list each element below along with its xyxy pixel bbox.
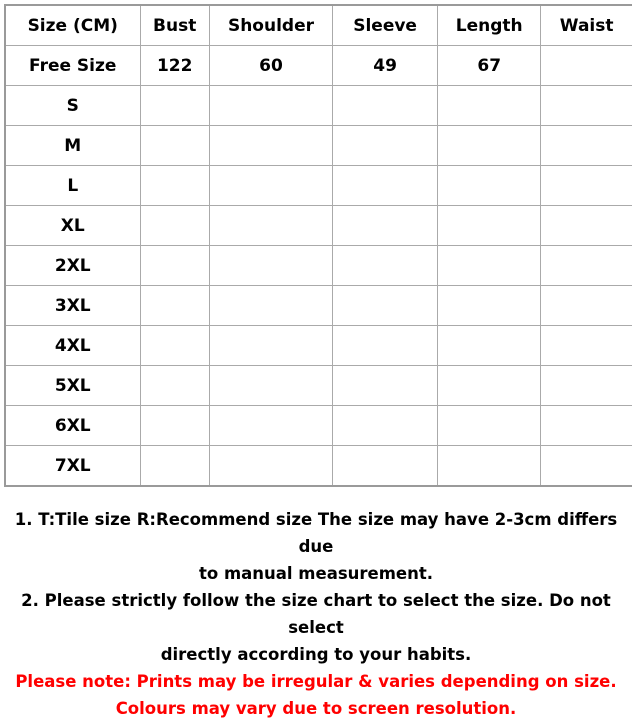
cell-waist — [541, 126, 632, 166]
size-chart-body — [5, 5, 632, 486]
cell-shoulder — [209, 446, 332, 487]
cell-sleeve — [333, 446, 438, 487]
cell-bust — [140, 166, 209, 206]
cell-waist — [541, 166, 632, 206]
cell-shoulder — [209, 366, 332, 406]
cell-length — [438, 286, 541, 326]
cell-bust — [140, 86, 209, 126]
table-row — [5, 126, 632, 166]
cell-shoulder — [209, 206, 332, 246]
cell-size: M — [5, 126, 140, 166]
note-2-line-2: directly according to your habits. — [160, 645, 472, 664]
cell-sleeve — [333, 246, 438, 286]
cell-length — [438, 166, 541, 206]
cell-waist — [541, 326, 632, 366]
table-row — [5, 406, 632, 446]
cell-length — [438, 446, 541, 487]
cell-bust — [140, 406, 209, 446]
cell-shoulder: 60 — [209, 46, 332, 86]
cell-waist — [541, 366, 632, 406]
table-row — [5, 446, 632, 487]
cell-size: S — [5, 86, 140, 126]
cell-waist — [541, 46, 632, 86]
table-row — [5, 366, 632, 406]
size-notes — [0, 506, 632, 722]
cell-shoulder — [209, 406, 332, 446]
cell-sleeve — [333, 286, 438, 326]
table-row — [5, 46, 632, 86]
warning-line-1: Please note: Prints may be irregular & varies depending on size. — [15, 672, 617, 691]
cell-length — [438, 366, 541, 406]
cell-sleeve — [333, 206, 438, 246]
size-chart-table — [4, 4, 632, 487]
cell-bust — [140, 126, 209, 166]
warning-line-2: Colours may vary due to screen resolution. — [115, 699, 517, 718]
cell-length: 67 — [438, 46, 541, 86]
cell-bust: 122 — [140, 46, 209, 86]
header-waist: Waist — [541, 5, 632, 46]
cell-shoulder — [209, 326, 332, 366]
cell-bust — [140, 366, 209, 406]
cell-sleeve — [333, 166, 438, 206]
cell-waist — [541, 86, 632, 126]
cell-sleeve: 49 — [333, 46, 438, 86]
cell-size: XL — [5, 206, 140, 246]
cell-length — [438, 86, 541, 126]
cell-size: 3XL — [5, 286, 140, 326]
cell-sleeve — [333, 86, 438, 126]
cell-length — [438, 326, 541, 366]
table-row — [5, 206, 632, 246]
cell-shoulder — [209, 166, 332, 206]
note-1-line-1: 1. T:Tile size R:Recommend size The size may have 2-3cm differs due — [14, 510, 618, 556]
cell-waist — [541, 446, 632, 487]
cell-size: 7XL — [5, 446, 140, 487]
cell-waist — [541, 406, 632, 446]
cell-length — [438, 206, 541, 246]
cell-sleeve — [333, 406, 438, 446]
cell-length — [438, 126, 541, 166]
cell-bust — [140, 326, 209, 366]
cell-sleeve — [333, 366, 438, 406]
table-header-row — [5, 5, 632, 46]
header-shoulder: Shoulder — [209, 5, 332, 46]
cell-shoulder — [209, 286, 332, 326]
cell-bust — [140, 286, 209, 326]
table-row — [5, 166, 632, 206]
note-1-line-2: to manual measurement. — [198, 564, 434, 583]
header-size: Size (CM) — [5, 5, 140, 46]
cell-size: 2XL — [5, 246, 140, 286]
cell-shoulder — [209, 246, 332, 286]
table-row — [5, 286, 632, 326]
cell-bust — [140, 246, 209, 286]
header-sleeve: Sleeve — [333, 5, 438, 46]
header-bust: Bust — [140, 5, 209, 46]
cell-size: Free Size — [5, 46, 140, 86]
cell-waist — [541, 246, 632, 286]
cell-size: 6XL — [5, 406, 140, 446]
cell-size: 4XL — [5, 326, 140, 366]
note-2-line-1: 2. Please strictly follow the size chart to select the size. Do not select — [21, 591, 611, 637]
table-row — [5, 246, 632, 286]
cell-bust — [140, 206, 209, 246]
table-row — [5, 326, 632, 366]
table-row — [5, 86, 632, 126]
cell-length — [438, 406, 541, 446]
cell-waist — [541, 206, 632, 246]
cell-sleeve — [333, 126, 438, 166]
cell-size: 5XL — [5, 366, 140, 406]
cell-waist — [541, 286, 632, 326]
cell-shoulder — [209, 126, 332, 166]
cell-shoulder — [209, 86, 332, 126]
header-length: Length — [438, 5, 541, 46]
cell-size: L — [5, 166, 140, 206]
cell-length — [438, 246, 541, 286]
cell-sleeve — [333, 326, 438, 366]
cell-bust — [140, 446, 209, 487]
